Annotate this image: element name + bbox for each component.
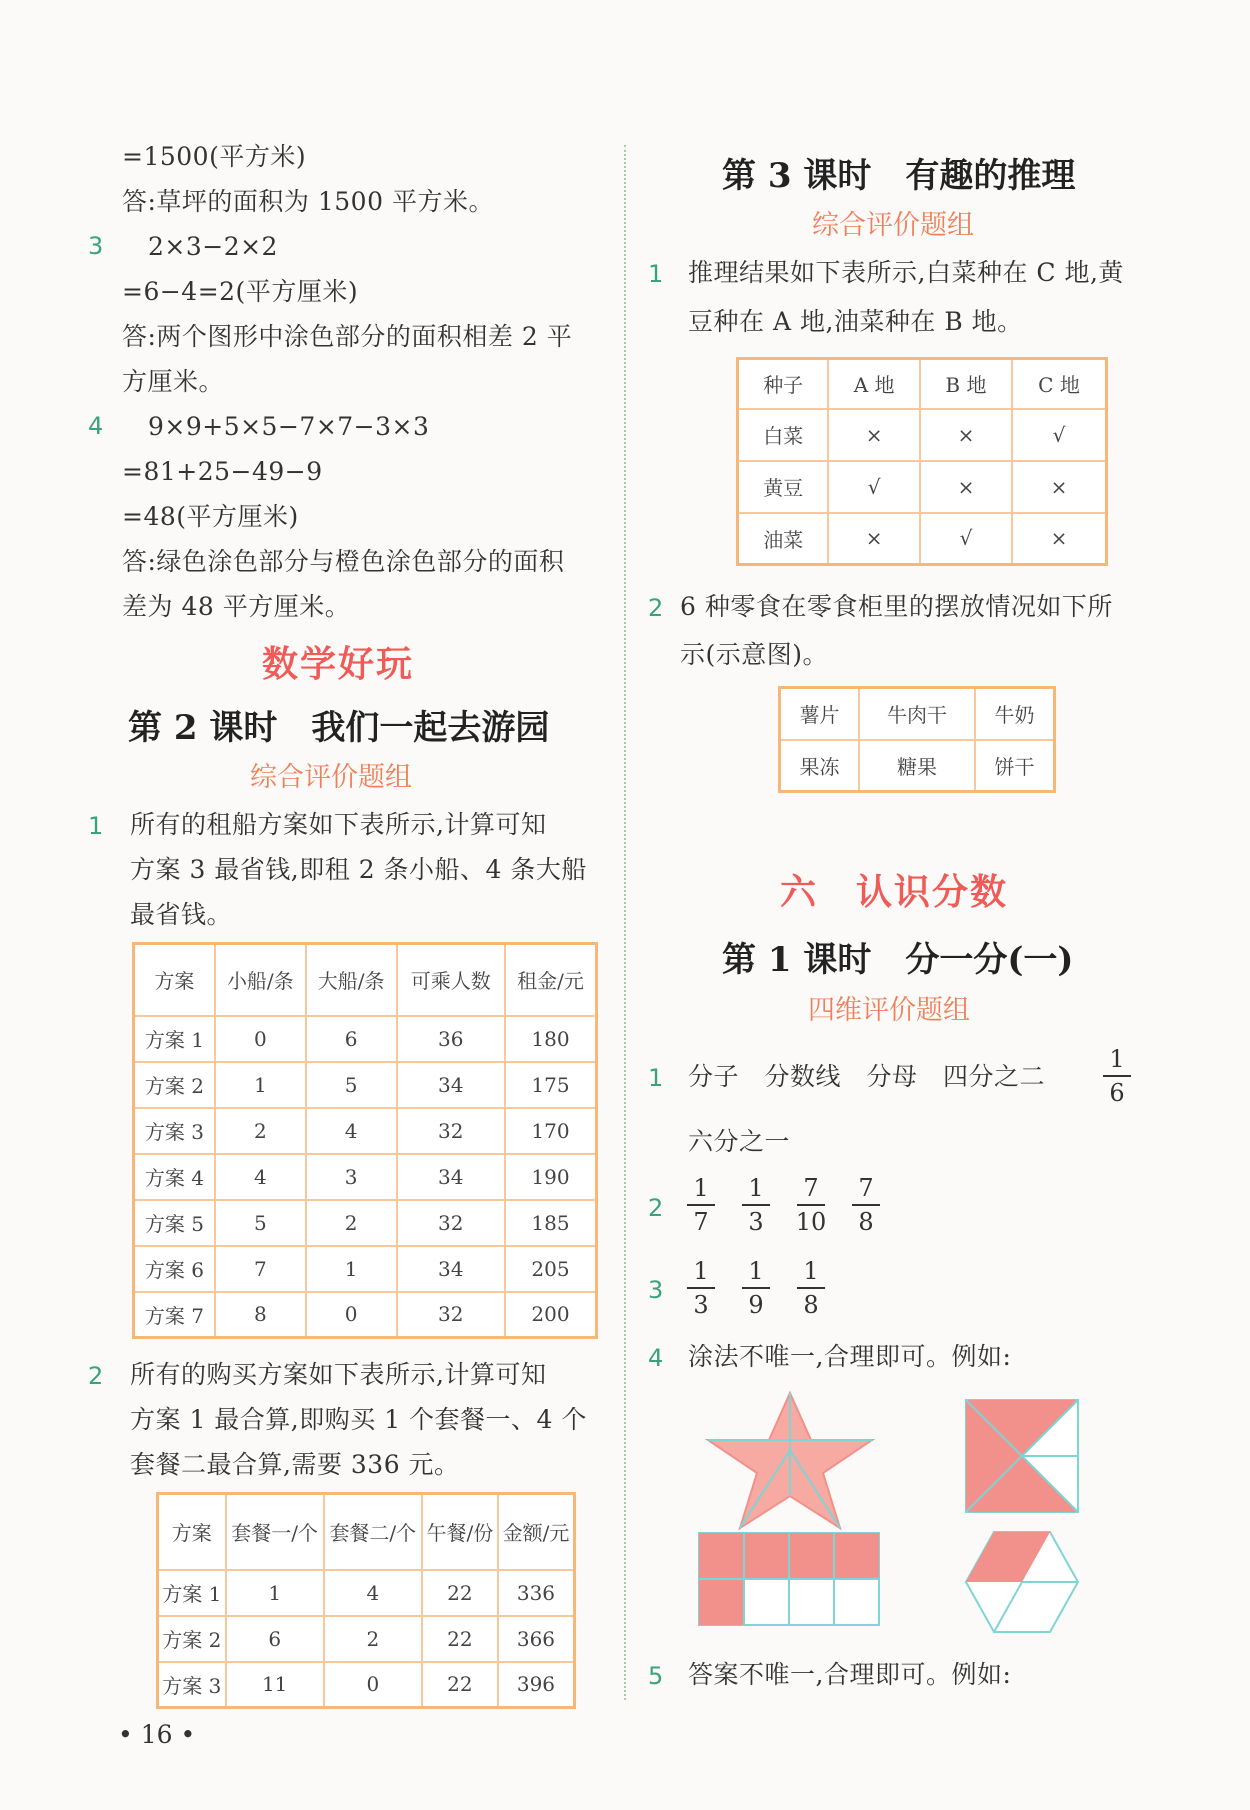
boat-rental-table (132, 942, 598, 1339)
table-cell: × (1012, 513, 1107, 565)
table-cell: 34 (397, 1062, 505, 1108)
unit-title: 六 认识分数 (780, 871, 1009, 913)
table-cell: 薯片 (780, 688, 860, 740)
table-row (158, 1662, 575, 1708)
table-cell: √ (828, 461, 920, 513)
table-cell: 0 (215, 1016, 306, 1062)
table-cell: 7 (215, 1246, 306, 1292)
table-cell: 糖果 (859, 740, 975, 792)
page-number: • 16 • (118, 1720, 196, 1749)
table-header: 方案 (158, 1494, 226, 1570)
table-row (738, 461, 1107, 513)
table-cell: 4 (324, 1570, 422, 1616)
table-cell: 牛肉干 (859, 688, 975, 740)
group-title: 四维评价题组 (808, 995, 970, 1026)
table-cell: 1 (215, 1062, 306, 1108)
text-line: 方案 3 最省钱,即租 2 条小船、4 条大船 (130, 855, 587, 884)
lesson-title: 第 2 课时 我们一起去游园 (128, 708, 550, 748)
text-line: 方厘米。 (122, 367, 225, 396)
text-line: 2×3−2×2 (148, 232, 278, 261)
text-line: 所有的租船方案如下表所示,计算可知 (130, 810, 547, 839)
table-cell: 190 (505, 1154, 597, 1200)
table-cell: × (828, 513, 920, 565)
table-cell: 方案 7 (134, 1292, 215, 1338)
shaded-square-figure (964, 1398, 1080, 1514)
table-cell: 22 (422, 1662, 498, 1708)
table-row (158, 1570, 575, 1616)
table-cell: 336 (498, 1570, 575, 1616)
text-line: 6 种零食在零食柜里的摆放情况如下所 (680, 592, 1113, 621)
column-divider (624, 145, 626, 1700)
table-cell: 366 (498, 1616, 575, 1662)
table-cell: 方案 4 (134, 1154, 215, 1200)
table-cell: × (828, 409, 920, 461)
question-number: 2 (648, 594, 664, 622)
table-row (738, 513, 1107, 565)
question-number: 4 (648, 1344, 664, 1372)
snack-cabinet-table (778, 686, 1056, 793)
fraction: 1 8 (794, 1257, 828, 1319)
table-header: 套餐一/个 (226, 1494, 324, 1570)
table-cell: √ (1012, 409, 1107, 461)
question-number: 5 (648, 1662, 664, 1690)
table-cell: × (920, 461, 1012, 513)
table-cell: 方案 3 (134, 1108, 215, 1154)
table-cell: 180 (505, 1016, 597, 1062)
table-cell: 方案 5 (134, 1200, 215, 1246)
table-header: 可乘人数 (397, 944, 505, 1016)
table-cell: 饼干 (975, 740, 1055, 792)
table-cell: 6 (306, 1016, 397, 1062)
table-cell: 0 (324, 1662, 422, 1708)
table-cell: 2 (306, 1200, 397, 1246)
table-header: 方案 (134, 944, 215, 1016)
question-number: 4 (88, 412, 104, 440)
question-number: 3 (88, 232, 104, 260)
table-row (134, 1154, 597, 1200)
table-cell: 黄豆 (738, 461, 829, 513)
text-line: 推理结果如下表所示,白菜种在 C 地,黄 (688, 258, 1124, 287)
table-cell: 6 (226, 1616, 324, 1662)
group-title: 综合评价题组 (250, 762, 412, 793)
table-row (134, 1108, 597, 1154)
text-line: 套餐二最合算,需要 336 元。 (130, 1450, 460, 1479)
table-header: A 地 (828, 359, 920, 409)
text-line: =48(平方厘米) (122, 502, 299, 531)
text-line: =1500(平方米) (122, 142, 307, 171)
table-cell: 5 (215, 1200, 306, 1246)
table-row (134, 1200, 597, 1246)
table-cell: 185 (505, 1200, 597, 1246)
table-cell: 170 (505, 1108, 597, 1154)
text-line: =6−4=2(平方厘米) (122, 277, 359, 306)
table-cell: 1 (226, 1570, 324, 1616)
table-cell: 3 (306, 1154, 397, 1200)
table-cell: 0 (306, 1292, 397, 1338)
shaded-grid-figure (698, 1532, 880, 1628)
table-cell: 2 (324, 1616, 422, 1662)
question-number: 1 (648, 260, 664, 288)
table-cell: 34 (397, 1246, 505, 1292)
table-cell: 11 (226, 1662, 324, 1708)
table-header: 种子 (738, 359, 829, 409)
table-cell: 36 (397, 1016, 505, 1062)
text-line: 最省钱。 (130, 900, 233, 929)
fraction: 1 3 (684, 1257, 718, 1319)
text-line: 答:两个图形中涂色部分的面积相差 2 平 (122, 322, 573, 351)
meal-plan-table (156, 1492, 576, 1709)
table-cell: × (920, 409, 1012, 461)
text-line: 方案 1 最合算,即购买 1 个套餐一、4 个 (130, 1405, 587, 1434)
table-cell: 4 (215, 1154, 306, 1200)
table-cell: 5 (306, 1062, 397, 1108)
table-header: 大船/条 (306, 944, 397, 1016)
table-cell: 175 (505, 1062, 597, 1108)
text-line: 答案不唯一,合理即可。例如: (688, 1660, 1012, 1689)
table-cell: 32 (397, 1200, 505, 1246)
table-cell: 32 (397, 1108, 505, 1154)
question-number: 2 (648, 1194, 664, 1222)
table-cell: 方案 1 (158, 1570, 226, 1616)
text-line: 差为 48 平方厘米。 (122, 592, 351, 621)
table-header: C 地 (1012, 359, 1107, 409)
lesson-title: 第 1 课时 分一分(一) (722, 940, 1074, 980)
table-cell: 34 (397, 1154, 505, 1200)
text-line: 9×9+5×5−7×7−3×3 (148, 412, 430, 441)
section-title: 数学好玩 (262, 643, 415, 685)
text-line: 所有的购买方案如下表所示,计算可知 (130, 1360, 547, 1389)
text-line: 分子 分数线 分母 四分之二 (688, 1062, 1046, 1091)
table-cell: 方案 3 (158, 1662, 226, 1708)
question-number: 1 (88, 812, 104, 840)
table-cell: 4 (306, 1108, 397, 1154)
table-cell: 205 (505, 1246, 597, 1292)
text-line: =81+25−49−9 (122, 457, 323, 486)
text-line: 示(示意图)。 (680, 640, 829, 669)
table-cell: 方案 2 (134, 1062, 215, 1108)
question-number: 2 (88, 1362, 104, 1390)
text-line: 豆种在 A 地,油菜种在 B 地。 (688, 307, 1023, 336)
table-cell: 果冻 (780, 740, 860, 792)
table-cell: 22 (422, 1570, 498, 1616)
table-cell: 方案 2 (158, 1616, 226, 1662)
table-cell: 396 (498, 1662, 575, 1708)
question-number: 3 (648, 1276, 664, 1304)
shaded-hexagon-figure (964, 1530, 1080, 1634)
table-cell: 白菜 (738, 409, 829, 461)
table-header: 套餐二/个 (324, 1494, 422, 1570)
table-row (134, 1246, 597, 1292)
text-line: 答:绿色涂色部分与橙色涂色部分的面积 (122, 547, 565, 576)
table-cell: 2 (215, 1108, 306, 1154)
table-cell: 牛奶 (975, 688, 1055, 740)
table-row (738, 409, 1107, 461)
text-line: 涂法不唯一,合理即可。例如: (688, 1342, 1012, 1371)
lesson-title: 第 3 课时 有趣的推理 (722, 156, 1076, 196)
table-row (780, 740, 1055, 792)
table-cell: 8 (215, 1292, 306, 1338)
fraction: 1 6 (1100, 1045, 1134, 1107)
table-header: 午餐/份 (422, 1494, 498, 1570)
table-row (134, 1016, 597, 1062)
group-title: 综合评价题组 (812, 210, 974, 241)
shaded-star-figure (700, 1388, 880, 1538)
question-number: 1 (648, 1064, 664, 1092)
table-cell: 方案 6 (134, 1246, 215, 1292)
table-cell: 200 (505, 1292, 597, 1338)
table-header: 租金/元 (505, 944, 597, 1016)
fraction: 1 7 (684, 1174, 718, 1236)
fraction: 7 10 (795, 1174, 827, 1236)
table-cell: 22 (422, 1616, 498, 1662)
table-row (134, 1292, 597, 1338)
table-cell: 32 (397, 1292, 505, 1338)
table-header: 小船/条 (215, 944, 306, 1016)
table-cell: √ (920, 513, 1012, 565)
table-cell: 油菜 (738, 513, 829, 565)
fraction: 1 9 (739, 1257, 773, 1319)
table-cell: × (1012, 461, 1107, 513)
table-row (780, 688, 1055, 740)
table-header: 金额/元 (498, 1494, 575, 1570)
fraction: 1 3 (739, 1174, 773, 1236)
fraction: 7 8 (849, 1174, 883, 1236)
planting-table (736, 357, 1108, 566)
table-row (134, 1062, 597, 1108)
table-row (158, 1616, 575, 1662)
table-cell: 1 (306, 1246, 397, 1292)
table-cell: 方案 1 (134, 1016, 215, 1062)
text-line: 答:草坪的面积为 1500 平方米。 (122, 187, 494, 216)
text-line: 六分之一 (688, 1127, 791, 1156)
table-header: B 地 (920, 359, 1012, 409)
